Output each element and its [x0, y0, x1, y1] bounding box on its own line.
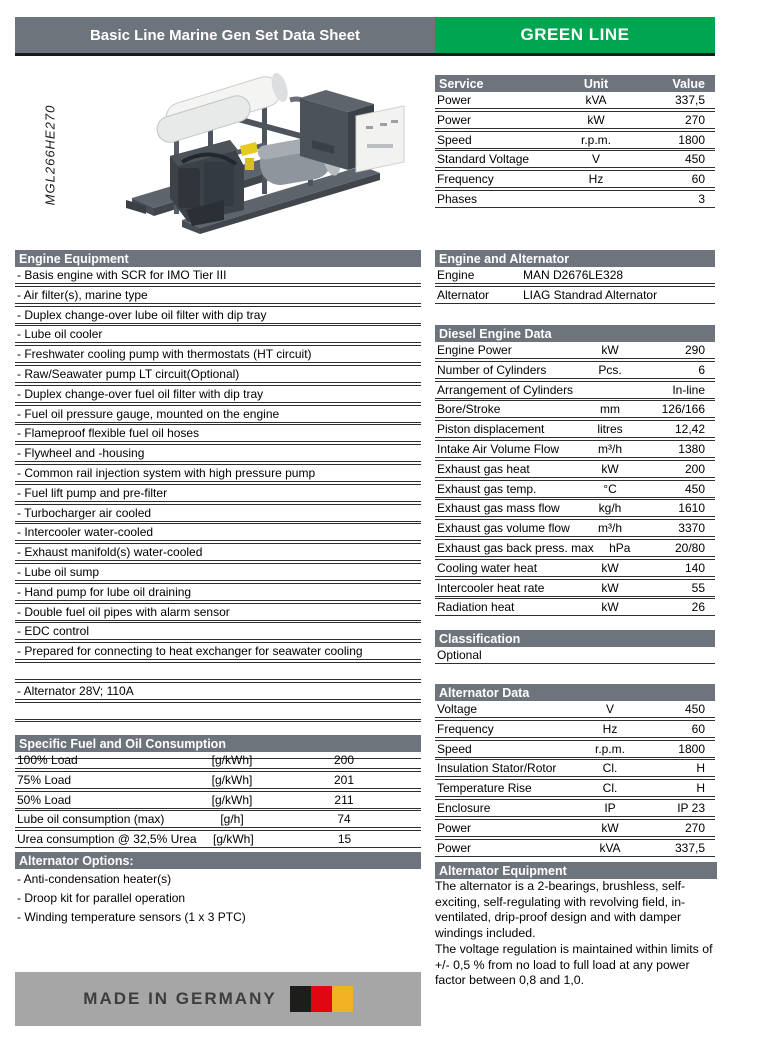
table-row — [435, 440, 715, 458]
table-row — [15, 810, 421, 828]
row-unit: V — [591, 152, 600, 167]
row-unit: m³/h — [598, 521, 622, 536]
row-label: Phases — [437, 191, 478, 206]
row-value: 15 — [337, 832, 352, 847]
row-label: Frequency — [437, 721, 494, 736]
flag-gold-block — [332, 986, 353, 1012]
row-label: - Duplex change-over lube oil filter with dip tray — [17, 307, 267, 322]
genset-image — [112, 70, 412, 235]
made-in-germany-banner — [15, 972, 421, 1026]
alternator-equipment-text — [435, 879, 717, 989]
table-row — [435, 361, 715, 379]
service-table-header — [435, 75, 715, 92]
alternator-data-rows — [435, 701, 715, 857]
row-unit: Cl. — [602, 781, 618, 796]
header-bar — [15, 17, 715, 56]
table-row — [15, 563, 421, 581]
specific-fuel-rows — [15, 752, 421, 848]
row-unit: kVA — [585, 93, 607, 107]
table-row — [435, 740, 715, 758]
row-value: 60 — [691, 172, 705, 187]
row-label: Intake Air Volume Flow — [437, 441, 560, 456]
row-value: H — [696, 761, 705, 776]
table-row — [15, 682, 421, 700]
row-value: 26 — [691, 600, 705, 615]
alternator-options-section — [15, 852, 421, 926]
row-value: 1800 — [678, 741, 705, 756]
table-row — [435, 420, 715, 438]
table-row — [15, 306, 421, 324]
page-title: Basic Line Marine Gen Set Data Sheet — [15, 17, 435, 53]
row-label: - Lube oil sump — [17, 564, 100, 579]
row-label: Radiation heat — [437, 600, 515, 615]
row-label: Insulation Stator/Rotor — [437, 761, 557, 776]
diesel-engine-data-rows — [435, 342, 715, 616]
row-unit: litres — [597, 422, 623, 437]
table-row — [435, 499, 715, 517]
row-unit: °C — [603, 481, 617, 496]
row-label: Speed — [437, 741, 472, 756]
list-item: - Droop kit for parallel operation — [17, 890, 186, 905]
row-unit: kW — [601, 580, 619, 595]
row-unit: kg/h — [598, 501, 622, 516]
table-row — [15, 345, 421, 363]
row-label: - Flywheel and -housing — [17, 446, 145, 461]
row-label: - Freshwater cooling pump with thermostats (HT circuit) — [17, 347, 312, 362]
row-value: 74 — [337, 812, 351, 827]
row-value: 200 — [684, 461, 705, 476]
row-unit: IP — [604, 800, 616, 815]
table-row — [15, 543, 421, 561]
table-row — [15, 603, 421, 621]
table-row — [435, 190, 715, 208]
row-label: - Flameproof flexible fuel oil hoses — [17, 426, 200, 441]
row-label: - Exhaust manifold(s) water-cooled — [17, 545, 203, 560]
row-unit: kW — [601, 600, 619, 615]
row-label: Exhaust gas volume flow — [437, 521, 570, 536]
table-row — [435, 839, 715, 857]
row-label: Optional — [437, 648, 482, 662]
row-label: - Raw/Seawater pump LT circuit(Optional) — [17, 366, 240, 381]
row-label: 75% Load — [17, 772, 72, 787]
row-unit: kW — [601, 560, 619, 575]
engine-alternator-title: Engine and Alternator — [435, 250, 715, 267]
row-label: Intercooler heat rate — [437, 580, 545, 595]
row-label: 100% Load — [17, 753, 78, 767]
row-label: Standard Voltage — [437, 152, 530, 167]
row-unit: V — [605, 702, 614, 716]
row-label: - Basis engine with SCR for IMO Tier III — [17, 268, 227, 282]
table-row — [435, 267, 715, 284]
table-row — [435, 559, 715, 577]
table-row — [435, 111, 715, 129]
row-unit: hPa — [609, 540, 631, 555]
row-unit: [g/kWh] — [211, 753, 253, 767]
row-label: - Hand pump for lube oil draining — [17, 584, 192, 599]
alternator-data-table — [435, 684, 715, 857]
classification-table — [435, 630, 715, 664]
row-label: Lube oil consumption (max) — [17, 812, 165, 827]
row-label: Cooling water heat — [437, 560, 538, 575]
table-row — [435, 519, 715, 537]
table-row — [15, 325, 421, 343]
table-row — [15, 771, 421, 789]
row-label: Exhaust gas heat — [437, 461, 530, 476]
table-row — [15, 286, 421, 304]
service-table — [435, 75, 715, 208]
table-row — [15, 444, 421, 462]
row-label: - Fuel lift pump and pre-filter — [17, 485, 168, 500]
table-row — [435, 720, 715, 738]
table-row — [435, 598, 715, 616]
row-value: 3370 — [678, 521, 705, 536]
table-row — [435, 342, 715, 359]
row-value: MAN D2676LE328 — [523, 268, 624, 282]
row-value: 201 — [333, 772, 355, 787]
row-label: - Prepared for connecting to heat exchanger for seawater cooling — [17, 644, 363, 659]
table-row — [15, 662, 421, 680]
row-unit: kVA — [599, 840, 621, 855]
row-label: Engine — [437, 268, 475, 282]
alternator-equipment-section — [435, 862, 717, 989]
engine-alternator-rows — [435, 267, 715, 304]
row-value: 450 — [684, 481, 705, 496]
table-row — [435, 286, 715, 304]
row-unit: r.p.m. — [594, 741, 625, 756]
row-value: 3 — [698, 191, 705, 206]
row-value: 270 — [684, 820, 705, 835]
table-row — [435, 779, 715, 797]
service-header-unit: Unit — [583, 76, 609, 91]
row-label: - Double fuel oil pipes with alarm sensor — [17, 604, 230, 619]
model-code-vertical-label: MGL266HE270 — [42, 104, 58, 206]
row-label: - Lube oil cooler — [17, 327, 103, 342]
row-label: - Air filter(s), marine type — [17, 287, 148, 302]
row-label: Voltage — [437, 702, 478, 716]
table-row — [435, 460, 715, 478]
row-unit: kW — [587, 112, 605, 127]
row-value: 290 — [684, 343, 705, 357]
row-label: Power — [437, 840, 472, 855]
table-row — [435, 539, 715, 557]
flag-black-block — [290, 986, 311, 1012]
row-value: 200 — [333, 753, 355, 767]
row-value: LIAG Standrad Alternator — [523, 287, 658, 302]
service-table-rows — [435, 92, 715, 208]
row-unit: [g/kWh] — [213, 832, 254, 847]
table-row — [435, 150, 715, 168]
row-label: Exhaust gas temp. — [437, 481, 537, 496]
table-row — [15, 484, 421, 502]
table-row — [15, 523, 421, 541]
table-row — [435, 131, 715, 149]
row-value: 337,5 — [674, 840, 705, 855]
paragraph: The alternator is a 2-bearings, brushless, self-exciting, self-regulating with revolving field, in-ventilated, drip-proof design and with damper windings included. — [435, 879, 686, 941]
table-row — [435, 819, 715, 837]
row-value: 20/80 — [674, 540, 705, 555]
row-unit: [g/h] — [220, 812, 244, 827]
row-value: 337,5 — [674, 93, 705, 107]
row-label: Temperature Rise — [437, 781, 532, 796]
engine-equipment-title: Engine Equipment — [15, 250, 421, 267]
row-value: 450 — [684, 152, 705, 167]
table-row — [15, 583, 421, 601]
row-label: - Intercooler water-cooled — [17, 525, 154, 540]
service-header-label: Service — [439, 76, 484, 91]
brand-line-badge: GREEN LINE — [435, 17, 715, 53]
row-label: - Alternator 28V; 110A — [17, 683, 134, 698]
row-label: Exhaust gas mass flow — [437, 501, 560, 516]
flag-red-block — [311, 986, 332, 1012]
german-flag-icon — [290, 986, 353, 1012]
row-label: Engine Power — [437, 343, 512, 357]
table-row — [15, 791, 421, 809]
table-row — [435, 92, 715, 109]
specific-fuel-table — [15, 735, 421, 848]
table-row — [15, 385, 421, 403]
row-unit: [g/kWh] — [211, 792, 253, 807]
row-label: Number of Cylinders — [437, 362, 547, 377]
service-header-value: Value — [672, 76, 705, 91]
row-unit: [g/kWh] — [211, 772, 253, 787]
row-unit: Cl. — [602, 761, 618, 776]
specific-fuel-title: Specific Fuel and Oil Consumption — [15, 735, 421, 752]
table-row — [15, 267, 421, 284]
row-unit: r.p.m. — [580, 132, 611, 147]
row-label: - EDC control — [17, 624, 90, 639]
table-row — [435, 381, 715, 399]
row-value: 270 — [684, 112, 705, 127]
table-row — [15, 424, 421, 442]
engine-equipment-rows — [15, 267, 421, 759]
row-label: Power — [437, 112, 472, 127]
table-row — [435, 759, 715, 777]
row-label: - Turbocharger air cooled — [17, 505, 152, 520]
row-label: - Duplex change-over fuel oil filter with dip tray — [17, 386, 264, 401]
row-label: Frequency — [437, 172, 494, 187]
table-row — [15, 504, 421, 522]
row-value: 12,42 — [674, 422, 705, 437]
row-value: 6 — [698, 362, 705, 377]
made-in-germany-label: MADE IN GERMANY — [83, 989, 277, 1008]
alternator-options-title: Alternator Options: — [15, 852, 421, 869]
table-row — [435, 579, 715, 597]
row-value: H — [696, 781, 705, 796]
table-row — [435, 799, 715, 817]
row-value: 1380 — [678, 441, 705, 456]
row-value: 60 — [691, 721, 705, 736]
row-value: 140 — [684, 560, 705, 575]
row-value: 55 — [691, 580, 705, 595]
table-row — [15, 405, 421, 423]
row-label: - Common rail injection system with high pressure pump — [17, 465, 316, 480]
row-label: Enclosure — [437, 800, 491, 815]
row-value: 1610 — [678, 501, 705, 516]
table-row — [15, 365, 421, 383]
row-unit: mm — [600, 402, 620, 417]
row-value: 126/166 — [661, 402, 705, 417]
row-value: 211 — [334, 792, 354, 807]
row-value: IP 23 — [677, 800, 705, 815]
row-label: Bore/Stroke — [437, 402, 501, 417]
alternator-equipment-title: Alternator Equipment — [435, 862, 717, 879]
row-label: Power — [437, 93, 472, 107]
row-value: 1800 — [678, 132, 705, 147]
table-row — [435, 480, 715, 498]
row-label: Exhaust gas back press. max — [437, 540, 594, 555]
list-item: - Anti-condensation heater(s) — [17, 871, 172, 886]
table-row — [435, 647, 715, 664]
table-row — [435, 170, 715, 188]
table-row — [435, 400, 715, 418]
table-row — [15, 642, 421, 660]
table-row — [15, 752, 421, 769]
diesel-engine-data-title: Diesel Engine Data — [435, 325, 715, 342]
row-label: Urea consumption @ 32,5% Urea — [17, 832, 197, 847]
engine-equipment-section — [15, 250, 421, 759]
row-label: Power — [437, 820, 472, 835]
table-row — [15, 622, 421, 640]
row-unit: Hz — [602, 721, 618, 736]
alternator-options-items — [15, 869, 421, 926]
table-row — [15, 830, 421, 848]
row-label: Speed — [437, 132, 472, 147]
row-label: - Fuel oil pressure gauge, mounted on the engine — [17, 406, 280, 421]
classification-title: Classification — [435, 630, 715, 647]
diesel-engine-data-table — [435, 325, 715, 616]
table-row — [15, 702, 421, 720]
table-row — [435, 701, 715, 718]
classification-rows — [435, 647, 715, 664]
alternator-data-title: Alternator Data — [435, 684, 715, 701]
row-unit: kW — [601, 461, 619, 476]
row-label: Alternator — [437, 287, 490, 302]
table-row — [15, 464, 421, 482]
list-item: - Winding temperature sensors (1 x 3 PTC) — [17, 909, 246, 924]
row-label: Piston displacement — [437, 422, 545, 437]
row-value: 450 — [684, 702, 705, 716]
row-unit: kW — [601, 820, 619, 835]
row-value: In-line — [672, 382, 705, 397]
row-unit: Hz — [588, 172, 604, 187]
row-label: 50% Load — [17, 792, 72, 807]
row-unit: Pcs. — [598, 362, 622, 377]
row-unit: kW — [601, 343, 619, 357]
row-label: Arrangement of Cylinders — [437, 382, 574, 397]
engine-alternator-table — [435, 250, 715, 304]
paragraph: The voltage regulation is maintained within limits of +/- 0,5 % from no load to full load at any power factor between 0,8 and 1,0. — [435, 941, 713, 988]
row-unit: m³/h — [598, 441, 622, 456]
